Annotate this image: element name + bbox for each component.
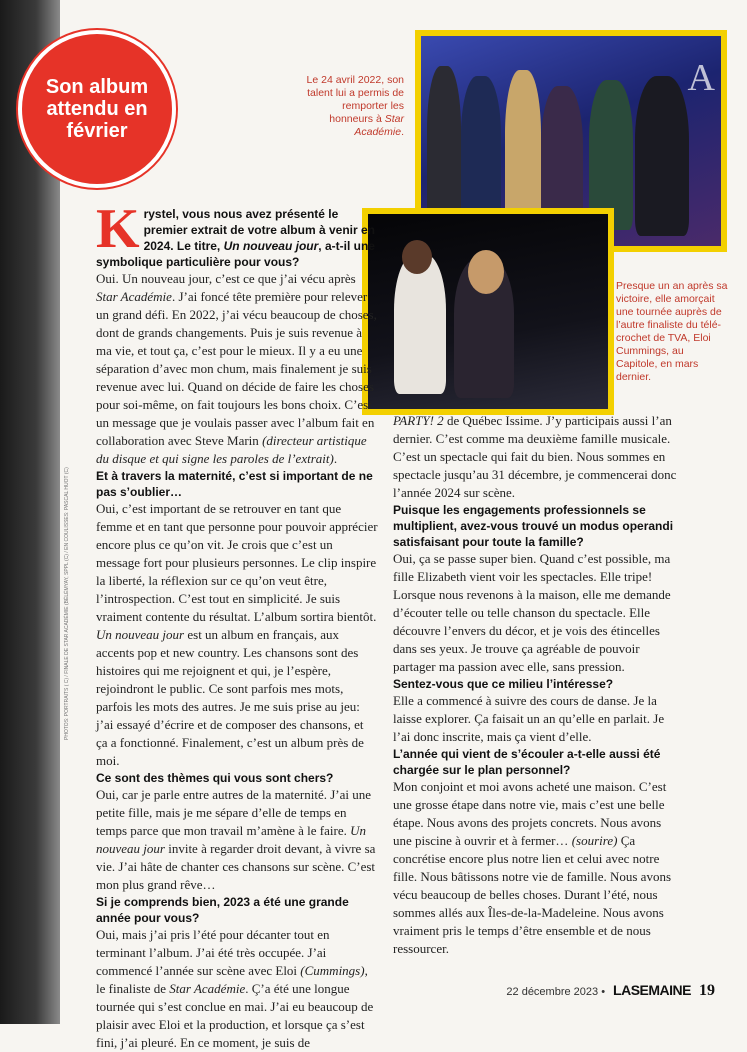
article-column-2 <box>393 412 679 958</box>
question-7: L’année qui vient de s’écouler a-t-elle aussi été chargée sur le plan personnel? <box>393 747 661 777</box>
answer-6: Elle a commencé à suivre des cours de danse. Je la laisse explorer. Ça faisait un an qu’elle en parlait. Je l’ai donc inscrite, mais ça vient d’elle. <box>393 693 665 744</box>
answer-4-part-2: PARTY! 2 de Québec Issime. J’y participais aussi l’an dernier. C’est comme ma deuxième famille musicale. C’est un spectacle qui fait du bien. Nous sommes en spectacle jusqu’au 31 décembre, je commencerai donc l’année 2024 sur scène. <box>393 413 677 500</box>
question-1: Krystel, vous nous avez présenté le premier extrait de votre album à venir en 2024. Le titre, Un nouveau jour, a-t-il une symbolique particulière pour vous? <box>96 198 375 269</box>
answer-7: Mon conjoint et moi avons acheté une maison. C’est une grosse étape dans notre vie, mais c’est une belle étape. Nous avons des projets concrets. Nous avons une piscine à ouvrir et à fermer… (sourire) Ça concrétise encore plus notre lien et celui avec notre fille. Nous bâtissons notre vie de famille. Nous avons vécu beaucoup de belles choses. Durant l’été, nous sommes allés aux Îles-de-la-Madeleine. Nous avons vraiment pris le temps d’être ensemble et de nous ressourcer. <box>393 779 672 956</box>
page-number: 19 <box>699 982 715 999</box>
drop-cap: K <box>96 198 140 260</box>
question-2: Et à travers la maternité, c’est si important de ne pas s’oublier… <box>96 469 373 499</box>
photo-concert-capitole <box>362 208 614 415</box>
question-5: Puisque les engagements professionnels se multiplient, avez-vous trouvé un modus operandi satisfaisant pour toute la famille? <box>393 503 674 549</box>
photo2-caption: Presque un an après sa victoire, elle amorçait une tournée auprès de l’autre finaliste du télé-crochet de TVA, Eloi Cummings, au Capitole, en mars dernier. <box>616 280 728 383</box>
page-footer <box>506 982 715 1000</box>
headline-badge <box>18 30 176 188</box>
magazine-logo: LASEMAINE <box>613 982 691 998</box>
answer-1: Oui. Un nouveau jour, c’est ce que j’ai vécu après Star Académie. J’ai foncé tête première pour relever un grand défi. En 2022, j’ai vécu beaucoup de choses, dont de grands changements. Puis je suis revenue à ma vie, et tout ça, c’est pour le mieux. Il y a eu une séparation d’avec mon chum, mais finalement je suis revenue avec lui. Quand on décide de faire les choses pour soi-même, on fait toujours les bons choix. C’est un message que je voulais passer avec l’album fait en collaboration avec Steve Marin (directeur artistique du disque et qui signe les paroles de l’extrait). <box>96 271 377 466</box>
question-3: Ce sont des thèmes qui vous sont chers? <box>96 771 334 785</box>
badge-text: Son album attendu en février <box>45 76 149 142</box>
issue-date: 22 décembre 2023 • <box>506 986 606 998</box>
photo1-caption: Le 24 avril 2022, son talent lui a permis de remporter les honneurs à Star Académie. <box>306 74 404 138</box>
answer-4-part-1: Oui, mais j’ai pris l’été pour décanter tout en terminant l’album. J’ai été très occupée. J’ai commencé l’année sur scène avec Eloi (Cummings), le finaliste de Star Académie. Ç’a été une longue tournée qui s’est conclue en mai. J’ai eu beaucoup de plaisir avec Eloi et la production, et lorsque ça s’est fini, j’ai pleuré. En ce moment, je suis de <box>96 927 374 1050</box>
answer-3: Oui, car je parle entre autres de la maternité. J’ai une petite fille, mais je me sépare d’elle de temps en temps parce que mon travail m’amène à le faire. Un nouveau jour invite à regarder droit devant, à vivre sa vie. J’ai hâte de chanter ces chansons sur scène. C’est mon plus grand rêve… <box>96 787 376 892</box>
question-4: Si je comprends bien, 2023 a été une grande année pour vous? <box>96 895 349 925</box>
photo-star-academie-finale: A <box>415 30 727 252</box>
answer-2: Oui, c’est important de se retrouver en tant que femme et en tant que personne pour pouvoir apprécier encore plus ce qu’on vit. Je crois que c’est un message fort pour plusieurs personnes. Le clip inspire la liberté, la réflexion sur ce qu’on veut être, l’introspection. C’est tout en simplicité. Je suis vraiment contente du résultat. L’album sortira bientôt. Un nouveau jour est un album en français, aux accents pop et new country. Les chansons sont des histoires qui me rejoignent et qui, je l’espère, rejoindront le public. Ce sont parfois mes mots, parfois les mots des autres. Je me suis prise au jeu: j’ai essayé d’écrire et de composer des chansons, et ça a fonctionné. Finalement, c’est un album près de moi. <box>96 501 378 768</box>
article-column-1 <box>96 198 378 1052</box>
answer-5: Oui, ça se passe super bien. Quand c’est possible, ma fille Elizabeth vient voir les spectacles. Elle tripe! Lorsque nous revenons à la maison, elle me demande d’écouter telle ou telle chanson du spectacle. Elle découvre l’envers du décor, et je vois des étincelles dans ses yeux. Je trouve ça agréable de pouvoir partager ma passion avec elle, sans pression. <box>393 551 671 674</box>
photo-credits: PHOTOS: PORTRAITS ( C) / FINALE DE STAR ACADÉMIE (BÉLÉMYAY, SPPL (C) / EN COULISSES: PASCAL HUOT (C) <box>64 467 70 740</box>
question-6: Sentez-vous que ce milieu l’intéresse? <box>393 677 614 691</box>
